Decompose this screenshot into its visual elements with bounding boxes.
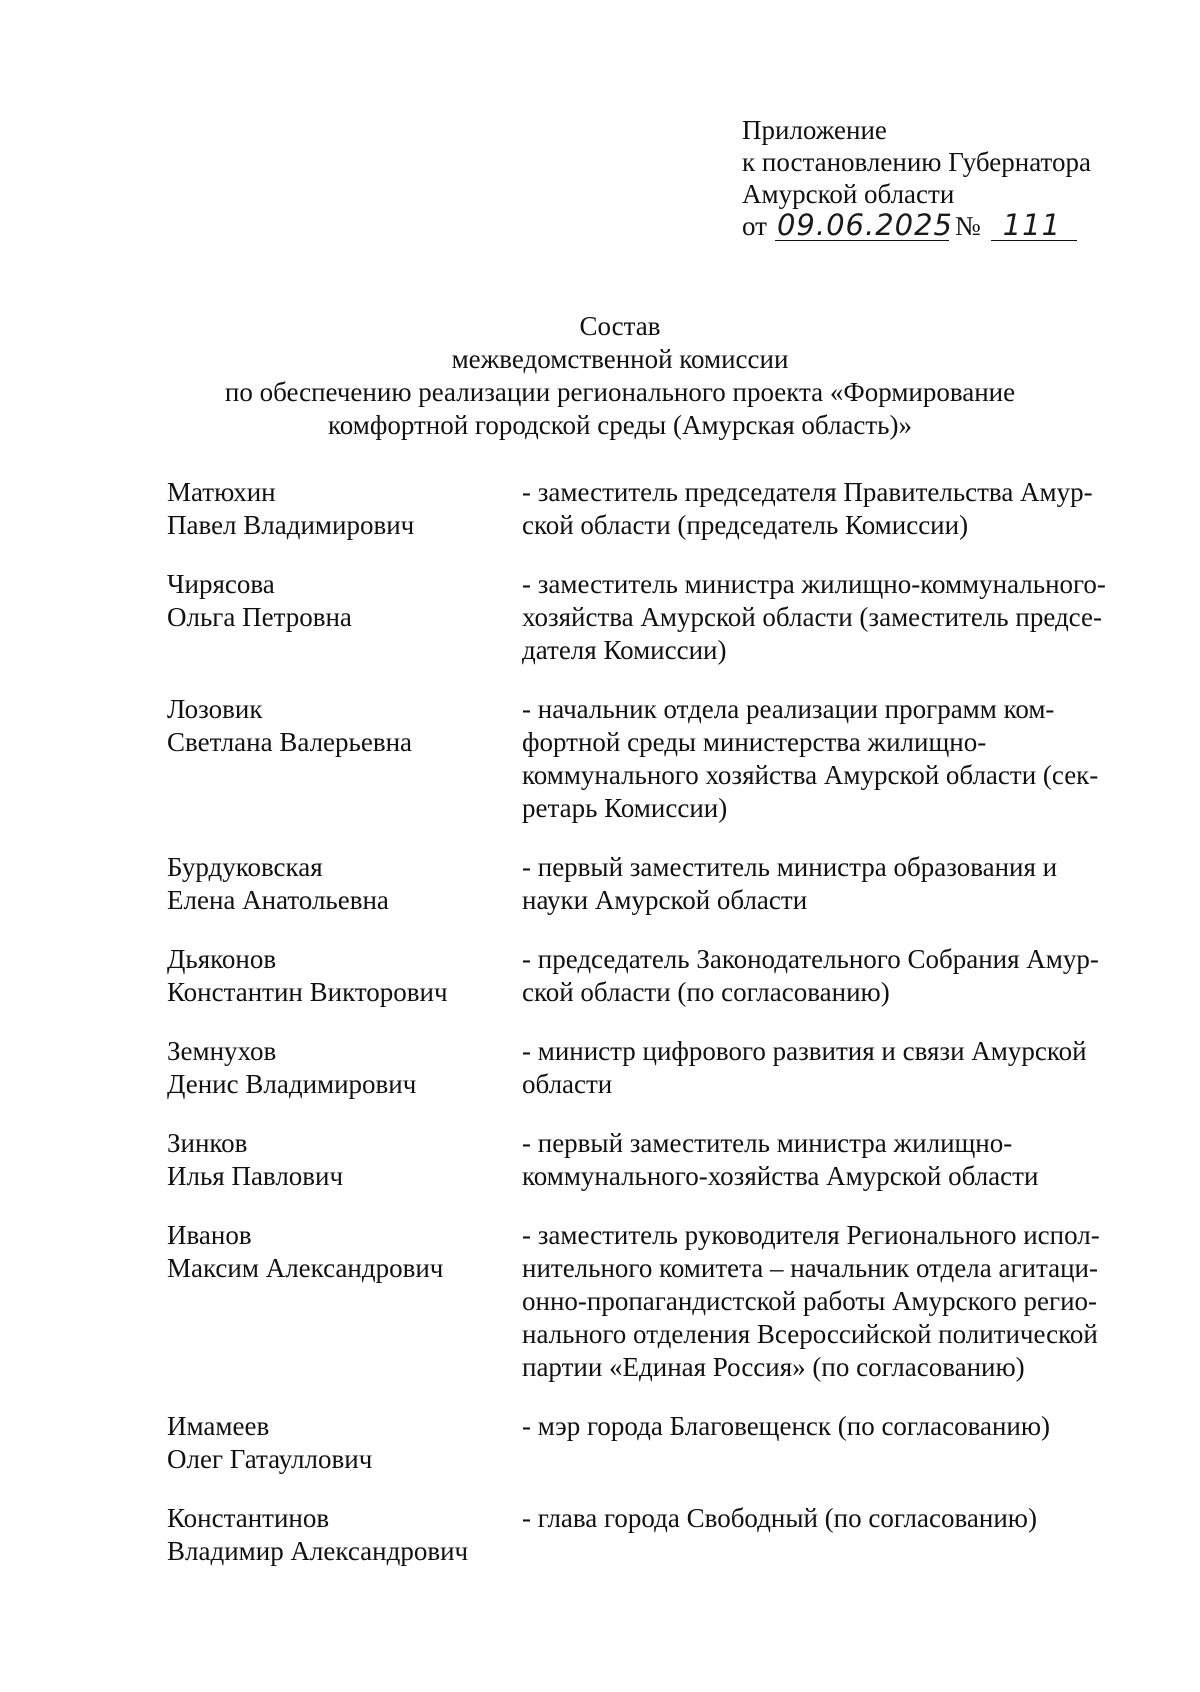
member-name	[167, 568, 522, 667]
member-name	[167, 1127, 522, 1193]
member-role	[522, 568, 1142, 667]
member-role-line: нительного комитета – начальник отдела агитаци-	[522, 1253, 1098, 1283]
member-surname: Иванов	[167, 1220, 252, 1250]
member-role-line: - первый заместитель министра образования и	[522, 852, 1058, 882]
member-surname: Земнухов	[167, 1036, 277, 1066]
member-role-line: - заместитель председателя Правительства Амур-	[522, 477, 1093, 507]
member-surname: Зинков	[167, 1128, 248, 1158]
member-role-line: онно-пропагандистской работы Амурского регио-	[522, 1286, 1098, 1316]
member-role-line: партии «Единая Россия» (по согласованию)	[522, 1352, 1025, 1382]
member-given-names: Константин Викторович	[167, 977, 448, 1007]
handwritten-number: 111	[991, 210, 1077, 241]
from-label: от	[742, 211, 767, 241]
title-line-1: Состав	[579, 311, 661, 341]
member-surname: Лозовик	[167, 694, 263, 724]
appendix-date-number-row	[742, 210, 1182, 242]
member-entry	[167, 1127, 1167, 1193]
handwritten-date: 09.06.2025	[776, 208, 953, 242]
member-role-line: коммунального-хозяйства Амурской области	[522, 1161, 1039, 1191]
member-role-line: ской области (по согласованию)	[522, 977, 890, 1007]
member-role-line: области	[522, 1069, 613, 1099]
appendix-header	[742, 114, 1182, 242]
member-role-line: коммунального хозяйства Амурской области (сек-	[522, 760, 1099, 790]
member-surname: Матюхин	[167, 477, 276, 507]
member-name	[167, 1410, 522, 1476]
member-given-names: Елена Анатольевна	[167, 885, 389, 915]
member-entry	[167, 1502, 1167, 1568]
member-entry	[167, 1035, 1167, 1101]
member-name	[167, 1219, 522, 1384]
member-role-line: хозяйства Амурской области (заместитель предсе-	[522, 602, 1102, 632]
member-given-names: Владимир Александрович	[167, 1536, 469, 1566]
member-name	[167, 693, 522, 825]
member-entry	[167, 851, 1167, 917]
member-name	[167, 851, 522, 917]
member-entry	[167, 1219, 1167, 1384]
member-role-line: - министр цифрового развития и связи Амурской	[522, 1036, 1087, 1066]
member-given-names: Илья Павлович	[167, 1161, 344, 1191]
title-line-3: по обеспечению реализации регионального проекта «Формирование	[224, 377, 1016, 407]
member-role	[522, 1035, 1142, 1101]
document-title	[140, 310, 1100, 442]
appendix-line-1: Приложение	[742, 115, 887, 145]
member-role-line: ской области (председатель Комиссии)	[522, 510, 969, 540]
member-entry	[167, 693, 1167, 825]
member-surname: Бурдуковская	[167, 852, 323, 882]
member-role	[522, 943, 1142, 1009]
member-role-line: - заместитель руководителя Регионального испол-	[522, 1220, 1100, 1250]
member-surname: Имамеев	[167, 1411, 270, 1441]
member-given-names: Олег Гатауллович	[167, 1444, 373, 1474]
appendix-line-2: к постановлению Губернатора	[742, 147, 1091, 177]
member-given-names: Ольга Петровна	[167, 602, 352, 632]
member-name	[167, 943, 522, 1009]
member-entry	[167, 1410, 1167, 1476]
number-label: №	[954, 211, 981, 241]
member-role	[522, 1127, 1142, 1193]
member-given-names: Светлана Валерьевна	[167, 727, 413, 757]
member-role-line: фортной среды министерства жилищно-	[522, 727, 987, 757]
title-line-4: комфортной городской среды (Амурская область)»	[328, 410, 912, 440]
member-entry	[167, 476, 1167, 542]
title-line-2: межведомственной комиссии	[451, 344, 789, 374]
member-role-line: - заместитель министра жилищно-коммунального-	[522, 569, 1106, 599]
members-list	[167, 476, 1167, 1568]
member-role	[522, 693, 1142, 825]
member-role	[522, 476, 1142, 542]
member-role-line: нального отделения Всероссийской политической	[522, 1319, 1098, 1349]
member-name	[167, 476, 522, 542]
member-role	[522, 851, 1142, 917]
member-surname: Чирясова	[167, 569, 275, 599]
member-role-line: - первый заместитель министра жилищно-	[522, 1128, 1013, 1158]
member-role-line: дателя Комиссии)	[522, 635, 727, 665]
member-entry	[167, 943, 1167, 1009]
member-surname: Дьяконов	[167, 944, 277, 974]
member-role-line: - председатель Законодательного Собрания Амур-	[522, 944, 1099, 974]
member-given-names: Максим Александрович	[167, 1253, 444, 1283]
member-name	[167, 1035, 522, 1101]
member-surname: Константинов	[167, 1503, 330, 1533]
member-role-line: - начальник отдела реализации программ ком-	[522, 694, 1055, 724]
member-role-line: - глава города Свободный (по согласованию)	[522, 1503, 1037, 1533]
member-given-names: Денис Владимирович	[167, 1069, 417, 1099]
member-role	[522, 1410, 1142, 1476]
member-role-line: - мэр города Благовещенск (по согласованию)	[522, 1411, 1051, 1441]
member-role	[522, 1219, 1142, 1384]
member-given-names: Павел Владимирович	[167, 510, 415, 540]
appendix-line-3: Амурской области	[742, 179, 955, 209]
member-entry	[167, 568, 1167, 667]
member-role	[522, 1502, 1142, 1568]
member-role-line: ретарь Комиссии)	[522, 793, 728, 823]
member-role-line: науки Амурской области	[522, 885, 808, 915]
member-name	[167, 1502, 522, 1568]
